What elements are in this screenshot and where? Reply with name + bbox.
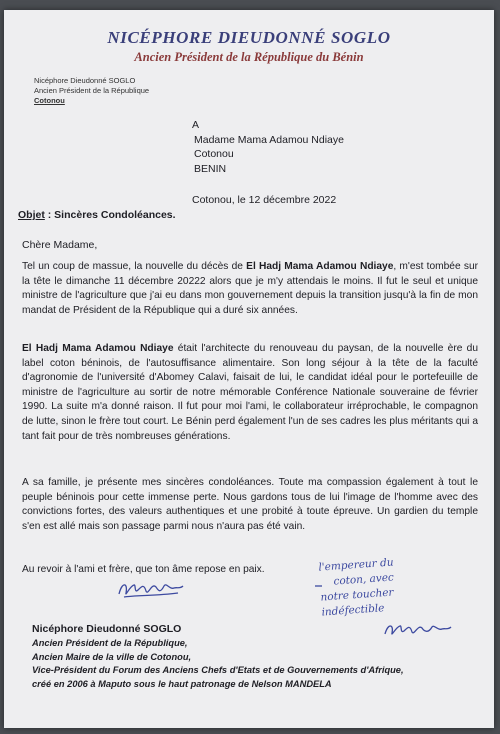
greeting: Chère Madame, bbox=[22, 239, 98, 251]
signatory-title-3: Vice-Président du Forum des Anciens Chefs d'Etats et de Gouvernements d'Afrique, bbox=[32, 665, 404, 676]
paragraph-1-name: El Hadj Mama Adamou Ndiaye bbox=[246, 261, 394, 272]
paragraph-2-rest: était l'architecte du renouveau du paysan, de la nouvelle ère du label coton béninois, de l'autosuffisance alimentaire. Son long séjour à la tête de la faculté d'agronomie de l'université d'Abomey Calavi, faisait de lui, le candidat idéal pour le portefeuille de ministre de l'agriculture au sortir de notre mémorable Conférence Nationale souveraine de février 1990. La suite m'a donné raison. Il fut pour moi l'ami, le collaborateur irréprochable, le compagnon de lutte, sinon le frère tout court. Le Bénin perd également l'un de ses cadres les plus méritants qui a tant fait pour de très nombreuses générations. bbox=[22, 343, 478, 442]
sender-city: Cotonou bbox=[34, 96, 65, 105]
handwritten-line-3: notre toucher bbox=[320, 586, 394, 604]
handwritten-line-1: l'empereur du bbox=[318, 556, 394, 574]
handwritten-line-2: coton, avec bbox=[333, 571, 395, 588]
signatory-name: Nicéphore Dieudonné SOGLO bbox=[32, 623, 182, 635]
paragraph-2-name: El Hadj Mama Adamou Ndiaye bbox=[22, 343, 174, 354]
recipient-name: Madame Mama Adamou Ndiaye bbox=[194, 133, 344, 146]
sender-name: Nicéphore Dieudonné SOGLO bbox=[34, 76, 136, 85]
subject-text: : Sincères Condoléances. bbox=[44, 209, 176, 221]
recipient-block bbox=[192, 118, 344, 176]
recipient-country: BENIN bbox=[194, 162, 227, 175]
paragraph-3: A sa famille, je présente mes sincères condoléances. Toute ma compassion également à tout le peuple béninois pour cette immense perte. Nous gardons tous de lui l'image de l'homme avec des convictions fortes, des valeurs authentiques et une probité à toute épreuve. Un gardien du temple s'en est allé mais son passage parmi nous n'aura pas été vain. bbox=[22, 477, 478, 532]
paragraph-1 bbox=[22, 260, 478, 318]
letter-page bbox=[4, 10, 494, 728]
sender-block bbox=[34, 76, 149, 106]
subject-line bbox=[18, 209, 176, 221]
letterhead-name: NICÉPHORE DIEUDONNÉ SOGLO bbox=[107, 28, 391, 47]
subject-label: Objet bbox=[18, 209, 45, 221]
signatory-title-1: Ancien Président de la République, bbox=[32, 638, 188, 648]
handwritten-line-4: indéfectible bbox=[321, 602, 385, 619]
handwritten-dash bbox=[312, 576, 352, 590]
farewell-line: Au revoir à l'ami et frère, que ton âme repose en paix. bbox=[22, 564, 265, 575]
paragraph-2 bbox=[22, 342, 478, 444]
recipient-to: A bbox=[192, 119, 200, 131]
letter-date: Cotonou, le 12 décembre 2022 bbox=[192, 194, 337, 206]
sender-title: Ancien Président de la République bbox=[34, 86, 150, 95]
paragraph-1-rest: , m'est tombée sur la tête le dimanche 11 décembre 20222 alors que je m'y attendais le moins. Il fut le seul et unique ministre de l'agriculture que j'ai eu dans mon gouvernement depuis la transition jusqu'à la fin de mon mandat de Président de la République qui a duré six années. bbox=[22, 261, 478, 316]
paragraph-1-start: Tel un coup de massue, la nouvelle du décès de bbox=[22, 261, 247, 272]
signatory-title-4: créé en 2006 à Maputo sous le haut patronage de Nelson MANDELA bbox=[32, 678, 332, 689]
letterhead-subtitle: Ancien Président de la République du Bénin bbox=[134, 50, 364, 64]
recipient-city: Cotonou bbox=[194, 148, 234, 160]
signatory-titles bbox=[32, 637, 404, 691]
signatory-title-2: Ancien Maire de la ville de Cotonou, bbox=[32, 651, 192, 662]
signature-mark-1 bbox=[116, 578, 186, 600]
